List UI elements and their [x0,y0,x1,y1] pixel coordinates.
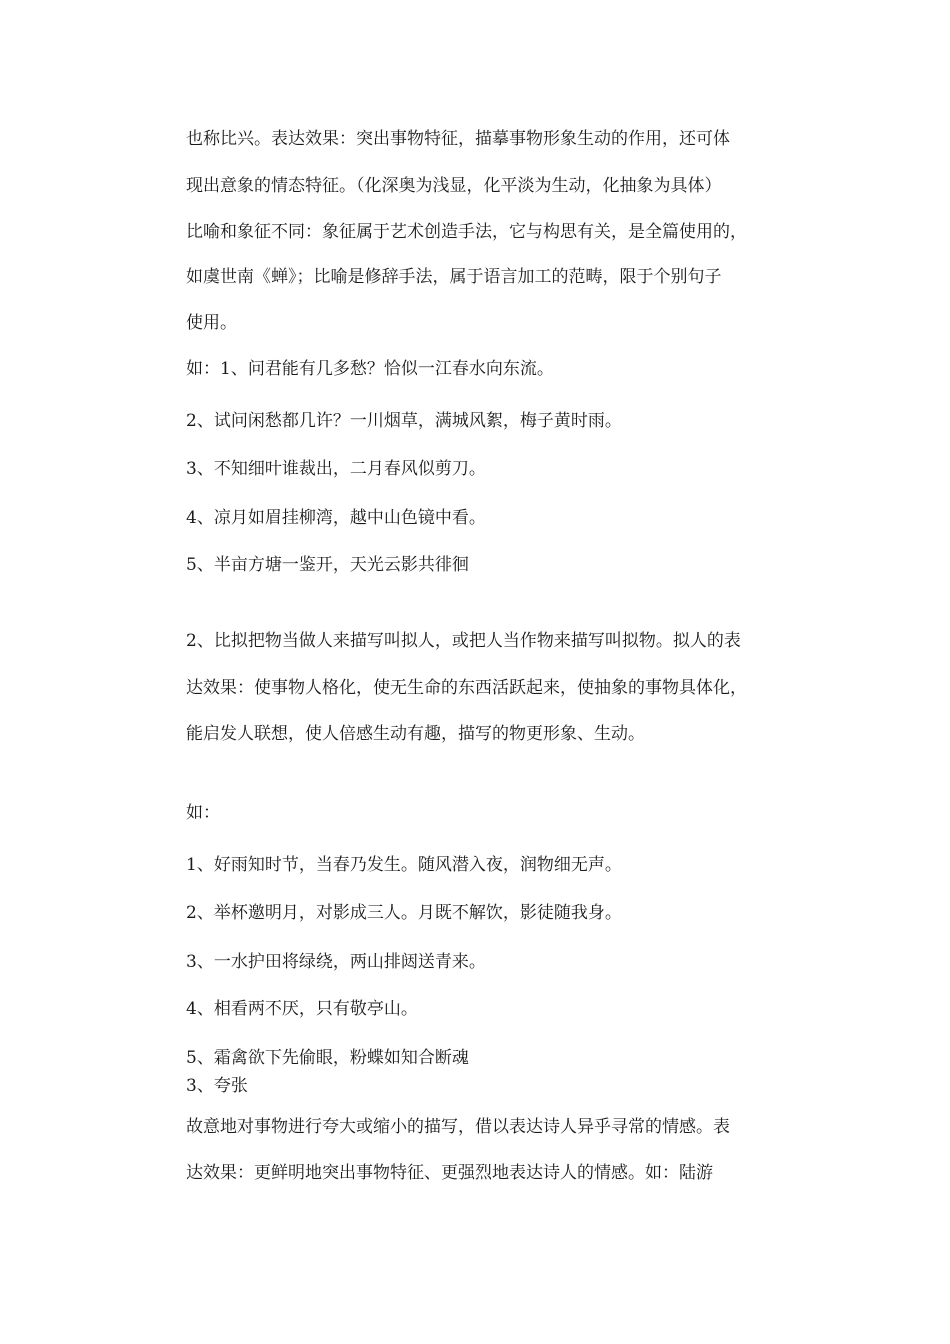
text-line: 达效果：更鲜明地突出事物特征、更强烈地表达诗人的情感。如：陆游 [186,1163,713,1183]
text-line: 达效果：使事物人格化，使无生命的东西活跃起来，使抽象的事物具体化， [186,678,747,698]
text-line: 5、霜禽欲下先偷眼，粉蝶如知合断魂 [186,1048,469,1068]
text-line: 也称比兴。表达效果：突出事物特征，描摹事物形象生动的作用，还可体 [186,129,730,149]
text-line: 3、夸张 [186,1076,248,1096]
text-line: 3、不知细叶谁裁出，二月春风似剪刀。 [186,459,486,479]
text-line: 4、相看两不厌，只有敬亭山。 [186,999,418,1019]
text-line: 能启发人联想，使人倍感生动有趣，描写的物更形象、生动。 [186,724,645,744]
text-line: 2、举杯邀明月，对影成三人。月既不解饮，影徒随我身。 [186,903,622,923]
text-line: 比喻和象征不同：象征属于艺术创造手法，它与构思有关，是全篇使用的， [186,222,747,242]
text-line: 5、半亩方塘一鉴开，天光云影共徘徊 [186,555,469,575]
text-line: 4、凉月如眉挂柳湾，越中山色镜中看。 [186,508,486,528]
text-line: 2、比拟把物当做人来描写叫拟人，或把人当作物来描写叫拟物。拟人的表 [186,631,741,651]
text-line: 如： [186,803,220,823]
text-line: 如：1、问君能有几多愁？恰似一江春水向东流。 [186,359,554,379]
text-line: 1、好雨知时节，当春乃发生。随风潜入夜，润物细无声。 [186,855,622,875]
text-line: 使用。 [186,313,237,333]
text-line: 现出意象的情态特征。（化深奥为浅显，化平淡为生动，化抽象为具体） [186,176,722,196]
text-line: 3、一水护田将绿绕，两山排闼送青来。 [186,952,486,972]
text-line: 如虞世南《蝉》；比喻是修辞手法，属于语言加工的范畴，限于个别句子 [186,267,722,287]
text-line: 故意地对事物进行夸大或缩小的描写，借以表达诗人异乎寻常的情感。表 [186,1117,730,1137]
text-line: 2、试问闲愁都几许？一川烟草，满城风絮，梅子黄时雨。 [186,411,622,431]
